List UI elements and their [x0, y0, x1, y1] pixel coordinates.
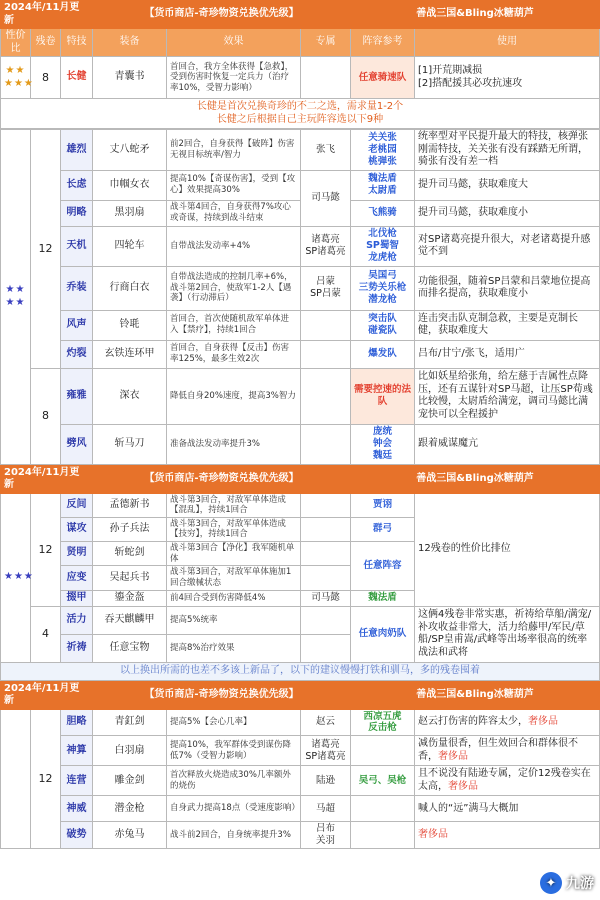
skill-name: 乔装	[61, 266, 93, 310]
effect-text: 战斗第3回合，对敌军单体造成【混乱】，持续1回合	[167, 493, 301, 517]
lineup	[351, 796, 415, 822]
col-header: 效果	[167, 29, 301, 57]
watermark	[540, 872, 594, 894]
exclusive	[301, 566, 351, 590]
skill-name: 明略	[61, 200, 93, 226]
section-2-table	[0, 129, 600, 465]
skill-name: 劈风	[61, 424, 93, 464]
skill-name: 连营	[61, 766, 93, 796]
lineup: 群弓	[351, 517, 415, 541]
usage: 减伤量很香，但生效回合和群体很不香，	[418, 738, 579, 762]
equip-name: 潜金枪	[93, 796, 167, 822]
usage: 统率型对平民提升最大的特技，核弹张刚需特技，关关张有没有踩踏无所谓，骑张有没有差一档	[415, 130, 600, 171]
usage: 提升司马懿，获取难度小	[415, 200, 600, 226]
lineup: 需要控速的法队	[351, 368, 415, 424]
effect-text: 首回合，自身获得【反击】伤害率125%，最多生效2次	[167, 340, 301, 368]
lineup: 任意肉奶队	[351, 606, 415, 662]
col-header: 使用	[415, 29, 600, 57]
table-row	[1, 796, 600, 822]
usage: 赵云打伤害的阵容太少，	[418, 716, 529, 728]
table-row	[1, 709, 600, 736]
lineup: 吴弓、吴枪	[351, 766, 415, 796]
header-title: 【货币商店-奇珍物资兑换优先级】	[93, 465, 351, 493]
equip-name: 青釭剑	[93, 709, 167, 736]
exclusive: 司马懿	[301, 170, 351, 226]
table-row	[1, 822, 600, 849]
usage: 对SP诸葛亮提升很大，对老诸葛提升感觉不到	[415, 226, 600, 266]
effect-text: 战斗第3回合【净化】我军随机单体	[167, 542, 301, 566]
usage: [1]开荒期减损 [2]搭配援其必攻抗速攻	[415, 57, 600, 99]
equip-name: 青囊书	[93, 57, 167, 99]
scroll-count: 8	[31, 57, 61, 99]
skill-name: 掇甲	[61, 590, 93, 606]
equip-name: 赤兔马	[93, 822, 167, 849]
lineup: 飞熊骑	[351, 200, 415, 226]
lineup	[351, 822, 415, 849]
table-row	[1, 57, 600, 99]
equip-name: 黑羽扇	[93, 200, 167, 226]
note-text: 以上换出所需的也差不多该上新品了，以下的建议慢慢打铁和驯马，多的残卷囤着	[1, 662, 600, 680]
header-title: 【货币商店-奇珍物资兑换优先级】	[93, 1, 351, 29]
lineup: 关关张 老桃园 桃弹张	[351, 130, 415, 171]
exclusive	[301, 310, 351, 340]
luxury-tag: 奢侈品	[438, 750, 469, 762]
exclusive	[301, 368, 351, 424]
equip-name: 铃毦	[93, 310, 167, 340]
skill-name: 应变	[61, 566, 93, 590]
lineup: 任意阵容	[351, 542, 415, 591]
exclusive: 赵云	[301, 709, 351, 736]
section-1-table	[0, 0, 600, 129]
effect-text: 前2回合，自身获得【破阵】伤害无视目标统率/智力	[167, 130, 301, 171]
header-date: 2024年/11月更新	[1, 681, 93, 709]
table-row	[1, 424, 600, 464]
effect-text: 提高8%治疗效果	[167, 634, 301, 662]
grade-stars: ★★ ★★	[1, 130, 31, 465]
skill-name: 天机	[61, 226, 93, 266]
lineup: 魏法盾 太尉盾	[351, 170, 415, 200]
note-text: 长健是首次兑换奇珍的不二之选，需求量1-2个 长健之后根据自己主玩阵容选以下9种	[1, 99, 600, 129]
lineup: 魏法盾	[351, 590, 415, 606]
exclusive	[301, 606, 351, 634]
effect-text: 提高5%统率	[167, 606, 301, 634]
effect-text: 自带战法造成的控制几率+6%，战斗第2回合，使敌军1-2人【遇袭】（行动滞后）	[167, 266, 301, 310]
table-row	[1, 200, 600, 226]
lineup: 西凉五虎 反击枪	[351, 709, 415, 736]
skill-name: 灼裂	[61, 340, 93, 368]
equip-name: 行商白衣	[93, 266, 167, 310]
scroll-count: 12	[31, 709, 61, 849]
equip-name: 深衣	[93, 368, 167, 424]
equip-name: 吞天麒麟甲	[93, 606, 167, 634]
equip-name: 鎏金盔	[93, 590, 167, 606]
exclusive	[301, 542, 351, 566]
effect-text: 自带战法发动率+4%	[167, 226, 301, 266]
skill-name: 贤明	[61, 542, 93, 566]
effect-text: 自身武力提高18点（受速度影响）	[167, 796, 301, 822]
col-header: 阵容参考	[351, 29, 415, 57]
equip-name: 吴起兵书	[93, 566, 167, 590]
usage: 连击突击队克制急救，主要是克制长健，获取难度大	[415, 310, 600, 340]
effect-text: 战斗第3回合，对敌军单体造成【技穷】，持续1回合	[167, 517, 301, 541]
skill-name: 谋攻	[61, 517, 93, 541]
exclusive	[301, 517, 351, 541]
effect-text: 首次释放火烧造成30%几率额外的烧伤	[167, 766, 301, 796]
scroll-count: 12	[31, 130, 61, 369]
luxury-tag: 奢侈品	[528, 716, 559, 728]
note-row	[1, 99, 600, 129]
usage: 喊人的“远”满马大概加	[415, 796, 600, 822]
exclusive: 诸葛亮 SP诸葛亮	[301, 736, 351, 766]
exclusive: 诸葛亮 SP诸葛亮	[301, 226, 351, 266]
watermark-text: 九游	[566, 876, 594, 892]
exclusive	[301, 57, 351, 99]
usage: 这俩4残卷非常实惠，祈祷给草船/满宠/补攻收益非常大，活力给藤甲/军民/草船/SP皇甫嵩/武峰等出场率很高的统率战法和武将	[415, 606, 600, 662]
header-bar	[1, 465, 600, 493]
skill-name: 长虑	[61, 170, 93, 200]
jiuyou-logo-icon: ✦	[540, 872, 562, 894]
equip-name: 玄铁连环甲	[93, 340, 167, 368]
exclusive: 马超	[301, 796, 351, 822]
exclusive	[301, 340, 351, 368]
col-header: 装备	[93, 29, 167, 57]
luxury-tag: 奢侈品	[415, 822, 600, 849]
usage: 提升司马懿，获取难度大	[415, 170, 600, 200]
equip-name: 白羽扇	[93, 736, 167, 766]
table-row	[1, 340, 600, 368]
section-4-table	[0, 681, 600, 850]
equip-name: 孙子兵法	[93, 517, 167, 541]
usage: 且不说没有陆逊专属，定价12残卷实在太高，	[418, 768, 591, 792]
lineup: 北伐枪 SP蜀智 龙虎枪	[351, 226, 415, 266]
equip-name: 任意宝物	[93, 634, 167, 662]
scroll-count: 8	[31, 368, 61, 464]
equip-name: 斩马刀	[93, 424, 167, 464]
skill-name: 神算	[61, 736, 93, 766]
usage: 功能很强，随着SP吕蒙和吕蒙地位提高而排名提高，获取难度小	[415, 266, 600, 310]
equip-name: 雕金剑	[93, 766, 167, 796]
usage: 12残卷的性价比排位	[415, 493, 600, 606]
equip-name: 丈八蛇矛	[93, 130, 167, 171]
exclusive	[301, 493, 351, 517]
table-row	[1, 368, 600, 424]
table-row	[1, 493, 600, 517]
col-header: 特技	[61, 29, 93, 57]
grade-stars	[1, 709, 31, 849]
header-author: 善战三国&Bling冰糖葫芦	[351, 681, 600, 709]
header-title: 【货币商店-奇珍物资兑换优先级】	[93, 681, 351, 709]
table-row	[1, 766, 600, 796]
lineup	[351, 736, 415, 766]
effect-text: 战斗第4回合，自身获得7%攻心或奇谋，持续到战斗结束	[167, 200, 301, 226]
exclusive	[301, 424, 351, 464]
usage-cell	[415, 766, 600, 796]
usage: 跟着威谋魔亢	[415, 424, 600, 464]
lineup: 贾诩	[351, 493, 415, 517]
skill-name: 活力	[61, 606, 93, 634]
skill-name: 破势	[61, 822, 93, 849]
table-row	[1, 736, 600, 766]
header-author: 善战三国&Bling冰糖葫芦	[351, 465, 600, 493]
effect-text: 提高10%【奇谋伤害】，受到【攻心】效果提高30%	[167, 170, 301, 200]
usage-cell	[415, 736, 600, 766]
lineup: 吴国弓 三势关乐枪 潜龙枪	[351, 266, 415, 310]
lineup: 爆发队	[351, 340, 415, 368]
exclusive: 司马懿	[301, 590, 351, 606]
effect-text: 首回合，首次使随机敌军单体进入【禁疗】，持续1回合	[167, 310, 301, 340]
luxury-tag: 奢侈品	[448, 780, 479, 792]
table-row	[1, 606, 600, 634]
table-row	[1, 266, 600, 310]
effect-text: 提高5%【会心几率】	[167, 709, 301, 736]
skill-name: 雄烈	[61, 130, 93, 171]
exclusive	[301, 634, 351, 662]
skill-name: 雍雅	[61, 368, 93, 424]
skill-name: 反间	[61, 493, 93, 517]
usage: 吕布/甘宁/张飞，适用广	[415, 340, 600, 368]
skill-name: 神威	[61, 796, 93, 822]
effect-text: 提高10%，我军群体受到谋伤降低7%（受智力影响）	[167, 736, 301, 766]
effect-text: 前4回合受到伤害降低4%	[167, 590, 301, 606]
skill-name: 长健	[61, 57, 93, 99]
effect-text: 首回合，我方全体获得【急救】，受到伤害时恢复一定兵力（治疗率10%，受智力影响）	[167, 57, 301, 99]
exclusive: 吕布 关羽	[301, 822, 351, 849]
skill-name: 风声	[61, 310, 93, 340]
lineup: 庞统 钟会 魏廷	[351, 424, 415, 464]
lineup: 突击队 碰瓷队	[351, 310, 415, 340]
effect-text: 降低自身20%速度，提高3%智力	[167, 368, 301, 424]
usage: 比如妖星给张角，给左慈于吉属性点降压，还有五谋针对SP马超，让压SP荀彧比较慢，太尉盾给满宠，调司马懿比满宠快可以全程援护	[415, 368, 600, 424]
scroll-count: 4	[31, 606, 61, 662]
skill-name: 胆略	[61, 709, 93, 736]
col-header: 专属	[301, 29, 351, 57]
header-date: 2024年/11月更新	[1, 465, 93, 493]
exclusive: 吕蒙 SP吕蒙	[301, 266, 351, 310]
grade-stars: ★★ ★★★	[1, 57, 31, 99]
grade-stars: ★★★	[1, 493, 31, 662]
column-header-row	[1, 29, 600, 57]
scroll-count: 12	[31, 493, 61, 606]
equip-name: 四轮车	[93, 226, 167, 266]
note-row	[1, 662, 600, 680]
table-row	[1, 226, 600, 266]
lineup: 任意骑速队	[351, 57, 415, 99]
header-bar	[1, 681, 600, 709]
table-row	[1, 170, 600, 200]
usage-cell	[415, 709, 600, 736]
col-header: 性价比	[1, 29, 31, 57]
col-header: 残卷	[31, 29, 61, 57]
table-row	[1, 130, 600, 171]
equip-name: 斩蛇剑	[93, 542, 167, 566]
exclusive: 陆逊	[301, 766, 351, 796]
skill-name: 祈祷	[61, 634, 93, 662]
table-row	[1, 310, 600, 340]
effect-text: 准备战法发动率提升3%	[167, 424, 301, 464]
equip-name: 巾帼女衣	[93, 170, 167, 200]
exclusive: 张飞	[301, 130, 351, 171]
equip-name: 孟德新书	[93, 493, 167, 517]
header-bar	[1, 1, 600, 29]
effect-text: 战斗前2回合，自身统率提升3%	[167, 822, 301, 849]
header-author: 善战三国&Bling冰糖葫芦	[351, 1, 600, 29]
header-date: 2024年/11月更新	[1, 1, 93, 29]
effect-text: 战斗第3回合，对敌军单体施加1回合缴械状态	[167, 566, 301, 590]
section-3-table	[0, 465, 600, 681]
